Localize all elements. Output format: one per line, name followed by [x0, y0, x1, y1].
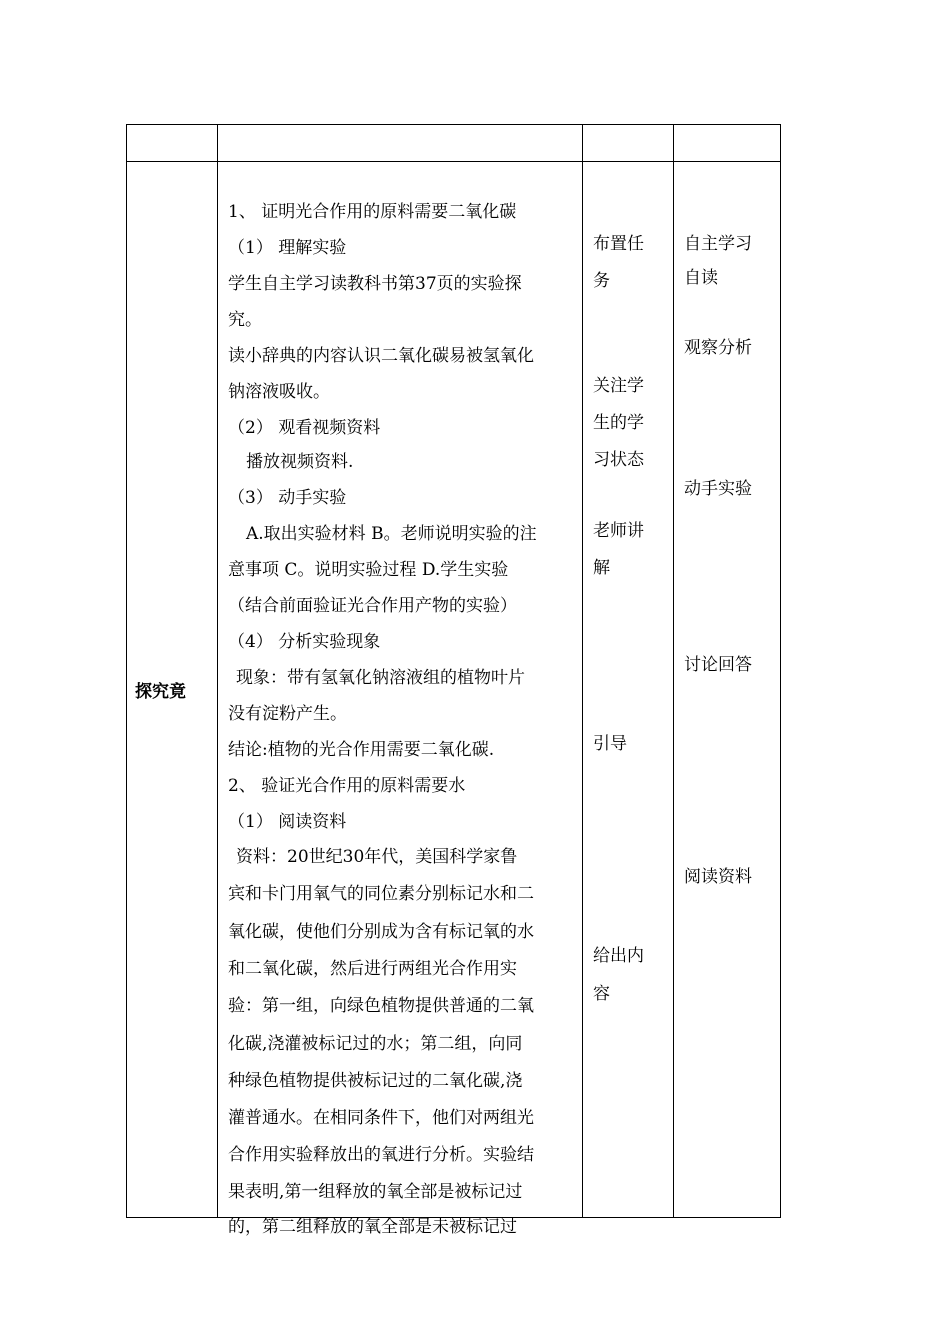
- teacher-activity-line: 关注学: [593, 376, 644, 396]
- content-line: 资料：20世纪30年代，美国科学家鲁: [236, 847, 518, 867]
- content-line: 究。: [228, 310, 262, 330]
- content-line: 验：第一组，向绿色植物提供普通的二氧: [228, 996, 534, 1016]
- content-line: A.取出实验材料 B。老师说明实验的注: [246, 524, 537, 544]
- stage-label: 探究竟: [135, 682, 186, 702]
- content-line: 学生自主学习读教科书第37页的实验探: [228, 274, 522, 294]
- teacher-activity-cell: [583, 162, 674, 1218]
- content-line: （结合前面验证光合作用产物的实验）: [228, 596, 517, 616]
- header-cell-4: [674, 125, 781, 162]
- inquiry-row: [127, 162, 781, 1218]
- teacher-activity-line: 容: [593, 984, 610, 1004]
- content-line: 现象：带有氢氧化钠溶液组的植物叶片: [236, 668, 525, 688]
- content-line: 播放视频资料.: [246, 452, 354, 472]
- student-activity-line: 阅读资料: [684, 867, 752, 887]
- content-line: 读小辞典的内容认识二氧化碳易被氢氧化: [228, 346, 534, 366]
- content-line: 灌普通水。在相同条件下，他们对两组光: [228, 1108, 534, 1128]
- teacher-activity-line: 解: [593, 558, 610, 578]
- content-line: 合作用实验释放出的氧进行分析。实验结: [228, 1145, 534, 1165]
- teacher-activity-line: 习状态: [593, 450, 644, 470]
- content-line: 化碳,浇灌被标记过的水；第二组，向同: [228, 1034, 523, 1054]
- content-line: （2） 观看视频资料: [228, 418, 381, 438]
- stage-cell: [127, 162, 218, 1218]
- teacher-activity-line: 布置任: [593, 234, 644, 254]
- student-activity-line: 观察分析: [684, 338, 752, 358]
- header-cell-1: [127, 125, 218, 162]
- content-line: 氧化碳，使他们分别成为含有标记氧的水: [228, 922, 534, 942]
- content-cell: [218, 162, 583, 1237]
- content-line: 意事项 C。说明实验过程 D.学生实验: [228, 560, 509, 580]
- teacher-activity-line: 给出内: [593, 946, 644, 966]
- content-line: （4） 分析实验现象: [228, 632, 381, 652]
- content-line: 钠溶液吸收。: [228, 382, 330, 402]
- content-line: 2、 验证光合作用的原料需要水: [228, 776, 466, 796]
- content-line: 种绿色植物提供被标记过的二氧化碳,浇: [228, 1071, 523, 1091]
- lesson-plan-table: [126, 124, 781, 1237]
- content-line: 的，第二组释放的氧全部是未被标记过: [228, 1217, 517, 1237]
- content-line: 和二氧化碳，然后进行两组光合作用实: [228, 959, 517, 979]
- teacher-activity-line: 老师讲: [593, 521, 644, 541]
- teacher-activity-line: 生的学: [593, 413, 644, 433]
- header-cell-2: [218, 125, 583, 162]
- content-line: （3） 动手实验: [228, 488, 347, 508]
- student-activity-line: 自主学习: [684, 234, 752, 254]
- student-activity-cell: [674, 162, 781, 1218]
- content-line: 宾和卡门用氧气的同位素分别标记水和二: [228, 884, 534, 904]
- content-line: 结论:植物的光合作用需要二氧化碳.: [228, 740, 495, 760]
- student-activity-line: 讨论回答: [684, 655, 752, 675]
- header-cell-3: [583, 125, 674, 162]
- content-line: 1、 证明光合作用的原料需要二氧化碳: [228, 202, 517, 222]
- header-row: [127, 125, 781, 162]
- content-line: （1） 阅读资料: [228, 812, 347, 832]
- content-line: （1） 理解实验: [228, 238, 347, 258]
- teacher-activity-line: 务: [593, 271, 610, 291]
- student-activity-line: 自读: [684, 268, 718, 288]
- content-line: 没有淀粉产生。: [228, 704, 347, 724]
- teacher-activity-line: 引导: [593, 734, 627, 754]
- content-line: 果表明,第一组释放的氧全部是被标记过: [228, 1182, 523, 1202]
- student-activity-line: 动手实验: [684, 479, 752, 499]
